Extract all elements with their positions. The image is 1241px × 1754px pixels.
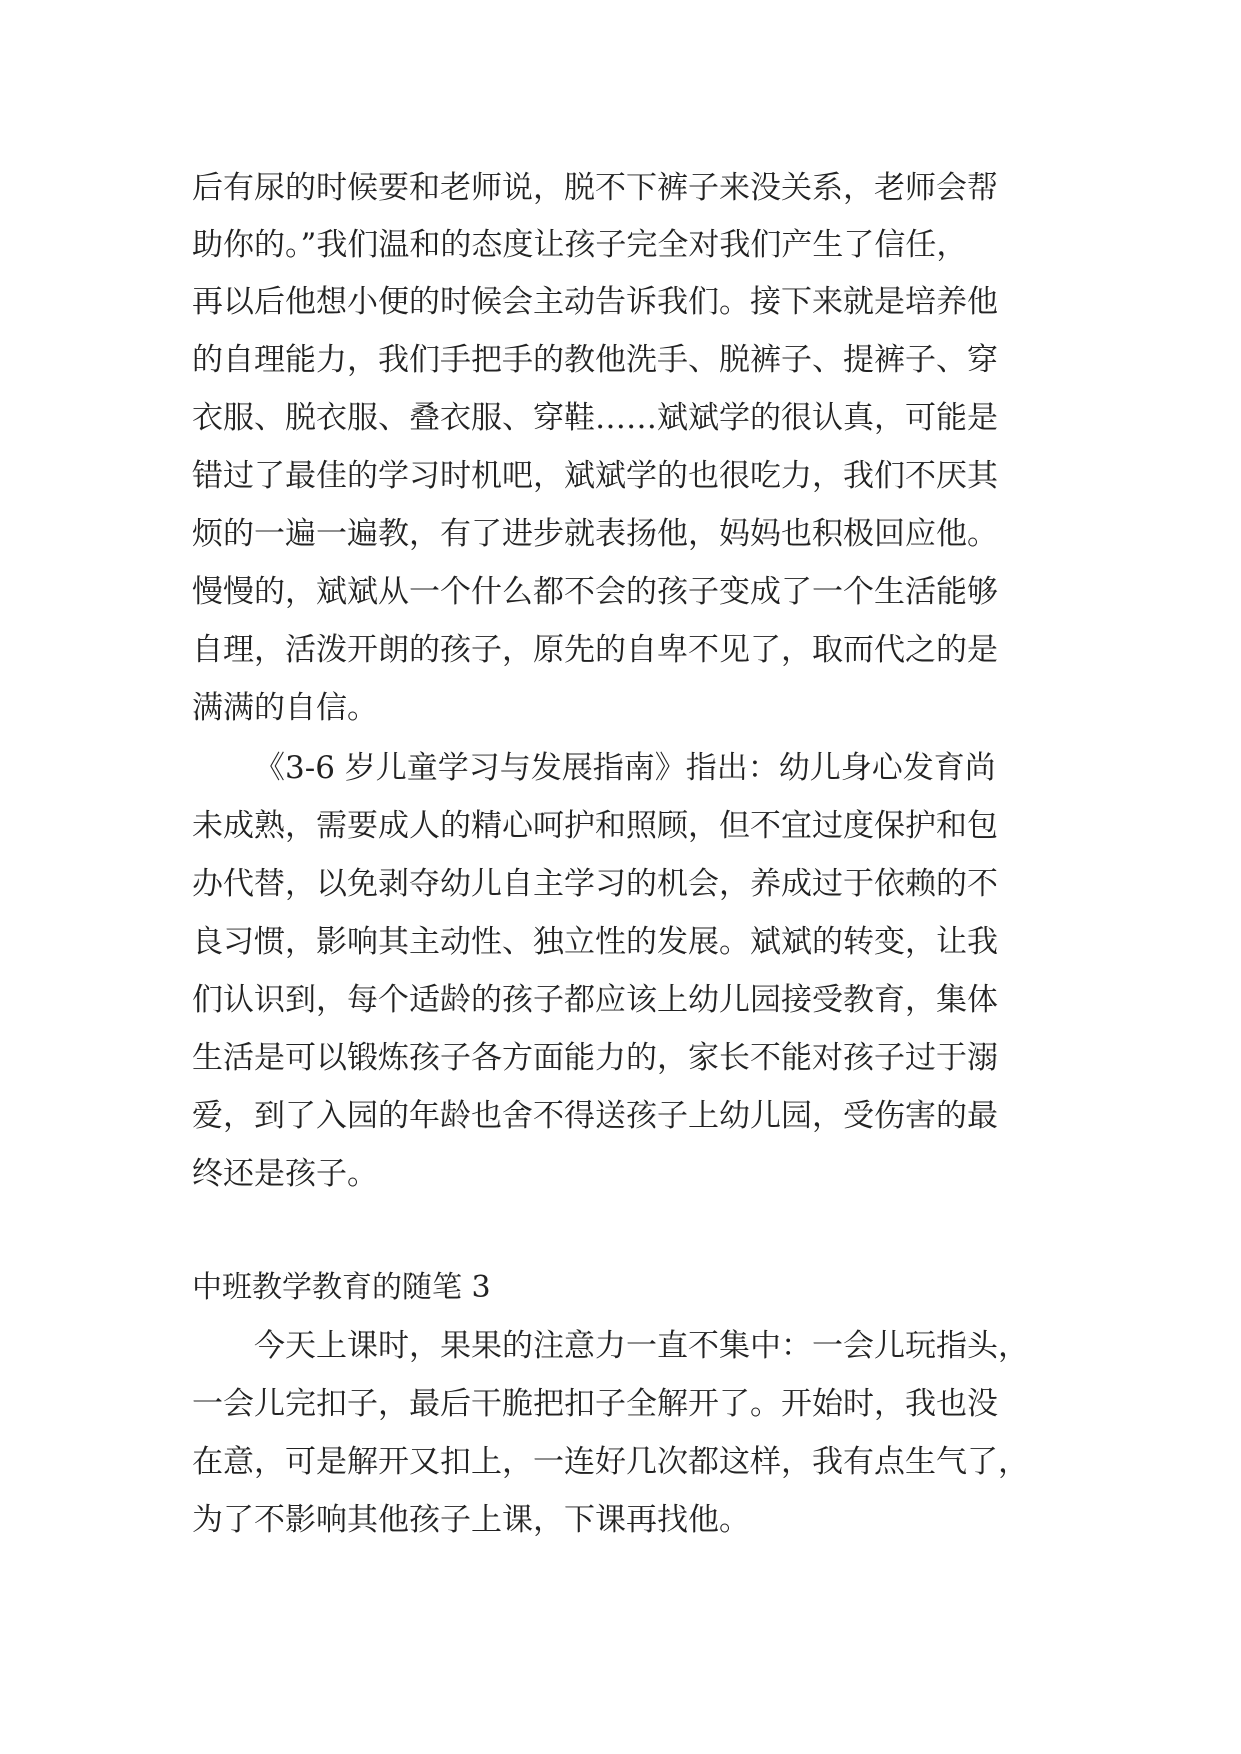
paragraph-3-line-4: 为了不影响其他孩子上课，下课再找他。 xyxy=(192,1502,750,1538)
paragraph-2-line-8: 终还是孩子。 xyxy=(192,1156,378,1192)
paragraph-1-line-3: 再以后他想小便的时候会主动告诉我们。接下来就是培养他 xyxy=(192,284,998,320)
paragraph-3-line-1: 今天上课时，果果的注意力一直不集中：一会儿玩指头， xyxy=(254,1328,1029,1364)
paragraph-2-line-1: 《3-6 岁儿童学习与发展指南》指出：幼儿身心发育尚 xyxy=(254,750,996,786)
paragraph-2-line-5: 们认识到，每个适龄的孩子都应该上幼儿园接受教育，集体 xyxy=(192,982,998,1018)
paragraph-3-line-2: 一会儿完扣子，最后干脆把扣子全解开了。开始时，我也没 xyxy=(192,1386,998,1422)
paragraph-1-line-2: 助你的。”我们温和的态度让孩子完全对我们产生了信任， xyxy=(192,227,968,263)
paragraph-2-line-4: 良习惯，影响其主动性、独立性的发展。斌斌的转变，让我 xyxy=(192,924,998,960)
paragraph-1-line-10: 满满的自信。 xyxy=(192,690,378,726)
paragraph-3-line-3: 在意，可是解开又扣上，一连好几次都这样，我有点生气了， xyxy=(192,1444,1029,1480)
paragraph-1-line-6: 错过了最佳的学习时机吧，斌斌学的也很吃力，我们不厌其 xyxy=(192,458,998,494)
paragraph-1-line-5: 衣服、脱衣服、叠衣服、穿鞋……斌斌学的很认真，可能是 xyxy=(192,400,998,436)
paragraph-1-line-8: 慢慢的，斌斌从一个什么都不会的孩子变成了一个生活能够 xyxy=(192,574,998,610)
paragraph-1-line-7: 烦的一遍一遍教，有了进步就表扬他，妈妈也积极回应他。 xyxy=(192,516,998,552)
paragraph-2-line-3: 办代替，以免剥夺幼儿自主学习的机会，养成过于依赖的不 xyxy=(192,866,998,902)
paragraph-2-line-2: 未成熟，需要成人的精心呵护和照顾，但不宜过度保护和包 xyxy=(192,808,998,844)
paragraph-1-line-4: 的自理能力，我们手把手的教他洗手、脱裤子、提裤子、穿 xyxy=(192,342,998,378)
paragraph-1-line-9: 自理，活泼开朗的孩子，原先的自卑不见了，取而代之的是 xyxy=(192,632,998,668)
paragraph-2-line-6: 生活是可以锻炼孩子各方面能力的，家长不能对孩子过于溺 xyxy=(192,1040,998,1076)
paragraph-1-line-1: 后有尿的时候要和老师说，脱不下裤子来没关系，老师会帮 xyxy=(192,170,998,206)
paragraph-2-line-7: 爱，到了入园的年龄也舍不得送孩子上幼儿园，受伤害的最 xyxy=(192,1098,998,1134)
section-title: 中班教学教育的随笔 3 xyxy=(192,1270,491,1305)
